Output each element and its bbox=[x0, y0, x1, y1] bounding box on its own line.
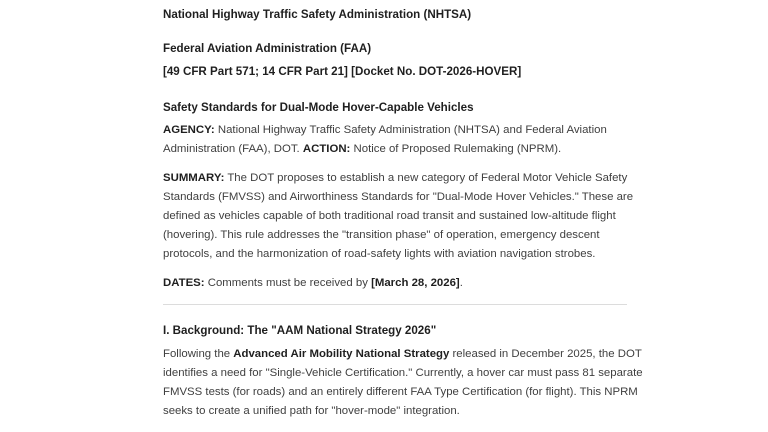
background-line1-post: released in December 2025, the DOT bbox=[449, 348, 642, 360]
background-heading: I. Background: The "AAM National Strategy 2026" bbox=[163, 324, 437, 337]
dates-text: Comments must be received by bbox=[204, 277, 372, 289]
action-text: Notice of Proposed Rulemaking (NPRM). bbox=[350, 143, 562, 155]
summary-line1: The DOT proposes to establish a new category of Federal Motor Vehicle Safety bbox=[224, 172, 628, 184]
aam-strategy-name: Advanced Air Mobility National Strategy bbox=[233, 348, 450, 360]
summary-line2: Standards (FMVSS) and Airworthiness Standards for "Dual-Mode Hover Vehicles." These are bbox=[163, 191, 634, 203]
agency-label: AGENCY: bbox=[163, 124, 215, 136]
agency-heading-faa: Federal Aviation Administration (FAA) bbox=[163, 42, 372, 55]
action-label: ACTION: bbox=[302, 143, 351, 155]
agency-text-line2: Administration (FAA), DOT. bbox=[163, 143, 303, 155]
rule-title: Safety Standards for Dual-Mode Hover-Capable Vehicles bbox=[163, 101, 474, 114]
background-line2: identifies a need for "Single-Vehicle Certification." Currently, a hover car must pass 81 separate bbox=[163, 367, 643, 379]
agency-text-line1: National Highway Traffic Safety Administration (NHTSA) and Federal Aviation bbox=[214, 124, 607, 136]
comment-deadline: [March 28, 2026] bbox=[371, 277, 460, 289]
dates-paragraph bbox=[163, 274, 629, 293]
background-paragraph bbox=[163, 345, 643, 421]
background-line4: seeks to create a unified path for "hover-mode" integration. bbox=[163, 405, 460, 417]
summary-line5: protocols, and the harmonization of road-safety lights with aviation navigation strobes. bbox=[163, 248, 596, 260]
agency-heading-nhtsa: National Highway Traffic Safety Administration (NHTSA) bbox=[163, 8, 472, 21]
dates-end: . bbox=[459, 277, 463, 289]
summary-line3: defined as vehicles capable of both traditional road transit and sustained low-altitude flight bbox=[163, 210, 616, 222]
section-divider bbox=[163, 304, 627, 305]
dates-label: DATES: bbox=[163, 277, 205, 289]
summary-label: SUMMARY: bbox=[163, 172, 225, 184]
background-line3: FMVSS tests (for roads) and an entirely different FAA Type Certification (for flight). This NPRM bbox=[163, 386, 638, 398]
cfr-docket-citation: [49 CFR Part 571; 14 CFR Part 21] [Docket No. DOT-2026-HOVER] bbox=[163, 65, 522, 78]
background-line1-pre: Following the bbox=[163, 348, 234, 360]
summary-paragraph bbox=[163, 169, 634, 264]
summary-line4: (hovering). This rule addresses the "transition phase" of operation, emergency descent bbox=[163, 229, 600, 241]
agency-paragraph bbox=[163, 121, 629, 159]
